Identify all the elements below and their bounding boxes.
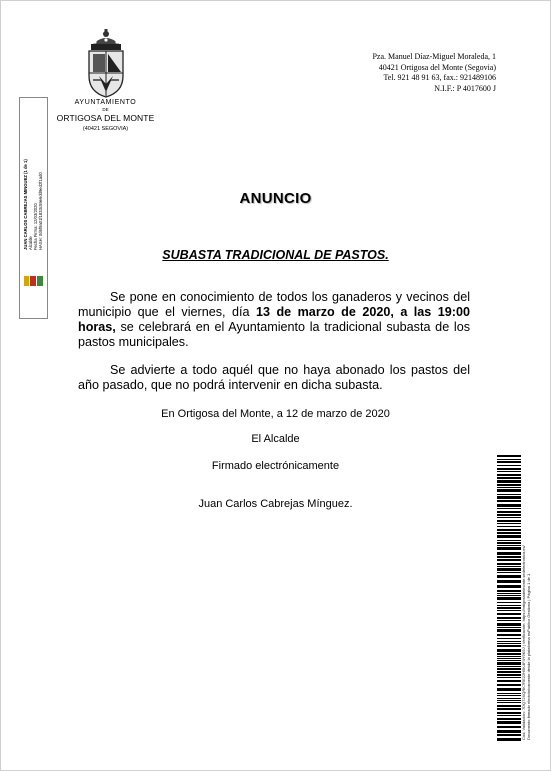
barcode-bar bbox=[497, 597, 521, 600]
barcode-bar bbox=[497, 695, 521, 696]
logo-postal-code: (40421 SEGOVIA) bbox=[82, 126, 129, 132]
barcode-bar bbox=[497, 535, 521, 538]
barcode-bar bbox=[497, 556, 521, 558]
barcode-bar bbox=[497, 461, 521, 463]
barcode-bar bbox=[497, 580, 521, 583]
validation-code: Cód. Validación: 7DQ72XQRK7RE22H5K4F4Y9K9J | Verificación: https://ortigosadelmonte.sedelectronica.es/ bbox=[521, 545, 526, 740]
logo-preposition: DE bbox=[102, 107, 109, 112]
barcode-bar bbox=[497, 494, 521, 495]
barcode-bar bbox=[497, 602, 521, 603]
barcode-bar bbox=[497, 572, 521, 573]
document-title: ANUNCIO bbox=[239, 190, 312, 207]
barcode-bar bbox=[497, 620, 521, 621]
barcode-bar bbox=[497, 684, 521, 686]
barcode-bar bbox=[497, 459, 521, 460]
barcode-bar bbox=[497, 656, 521, 657]
barcode-bar bbox=[497, 545, 521, 546]
barcode-bar bbox=[497, 617, 521, 619]
seal-icon bbox=[24, 276, 43, 286]
barcode-bar bbox=[497, 634, 521, 636]
barcode-bar bbox=[497, 613, 521, 615]
signed-note: Firmado electrónicamente bbox=[211, 460, 340, 472]
signature-signer: JUAN CARLOS CABREJAS MINGUEZ (1 de 1) bbox=[23, 159, 28, 250]
logo-town-name: ORTIGOSA DEL MONTE bbox=[56, 113, 155, 123]
barcode-bar bbox=[497, 734, 521, 736]
coat-of-arms-icon bbox=[81, 28, 131, 98]
barcode-bar bbox=[497, 540, 521, 541]
barcode-bar bbox=[497, 702, 521, 703]
barcode-bar bbox=[497, 712, 521, 714]
barcode-bar bbox=[497, 605, 521, 606]
barcode-bar bbox=[497, 590, 521, 592]
barcode-bar bbox=[497, 489, 521, 492]
barcode-bar bbox=[497, 496, 521, 499]
barcode-bar bbox=[497, 645, 521, 647]
barcode-bar bbox=[497, 658, 521, 659]
barcode-bar bbox=[497, 526, 521, 527]
barcode-bar bbox=[497, 715, 521, 716]
barcode-bar bbox=[497, 629, 521, 632]
barcode-bar bbox=[497, 623, 521, 626]
barcode-bar bbox=[497, 726, 521, 728]
barcode-bar bbox=[497, 559, 521, 561]
paragraph-warning bbox=[78, 363, 470, 393]
barcode-bar bbox=[497, 653, 521, 655]
barcode-bar bbox=[497, 568, 521, 571]
barcode-bar bbox=[497, 484, 521, 486]
barcode-bar bbox=[497, 514, 521, 516]
barcode-bar bbox=[497, 638, 521, 639]
barcode-bar bbox=[497, 474, 521, 476]
barcode-bar bbox=[497, 566, 521, 567]
barcode-bar bbox=[497, 471, 521, 472]
barcode-bar bbox=[497, 575, 521, 578]
municipal-logo bbox=[48, 28, 163, 132]
barcode-bar bbox=[497, 532, 521, 534]
address-city: 40421 Ortigosa del Monte (Segovia) bbox=[378, 62, 496, 72]
barcode-bar bbox=[497, 671, 521, 673]
signature-text bbox=[23, 110, 43, 250]
barcode-bar bbox=[497, 668, 521, 670]
barcode-bar bbox=[497, 662, 521, 665]
barcode-bar bbox=[497, 610, 521, 611]
barcode-bar bbox=[497, 504, 521, 507]
logo-title: AYUNTAMIENTO bbox=[74, 99, 137, 106]
announcement-date-time: 13 de marzo de 2020, a las 19:00 horas, bbox=[78, 305, 470, 334]
barcode-bar bbox=[497, 585, 521, 588]
barcode-bar bbox=[497, 455, 521, 457]
validation-text bbox=[521, 460, 531, 740]
barcode-bar bbox=[497, 700, 521, 701]
barcode-bar bbox=[497, 542, 521, 544]
barcode-bar bbox=[497, 508, 521, 509]
barcode-bar bbox=[497, 693, 521, 694]
barcode-bar bbox=[497, 677, 521, 678]
address-nif: N.I.F.: P 4017600 J bbox=[434, 83, 496, 93]
barcode-bar bbox=[497, 705, 521, 707]
barcode-bar bbox=[497, 552, 521, 555]
barcode-bar bbox=[497, 721, 521, 724]
barcode-bar bbox=[497, 649, 521, 652]
announcement-text-start: Se pone en conocimiento de todos los ganaderos y vecinos del municipio que el viernes, día bbox=[78, 290, 470, 319]
validation-platform: Documento firmado electrónicamente desde la plataforma esPublico Gestiona | Página 1 de 1 bbox=[526, 573, 532, 740]
address-block bbox=[372, 52, 496, 94]
barcode-bar bbox=[497, 500, 521, 502]
barcode bbox=[497, 455, 521, 743]
signer-role: El Alcalde bbox=[251, 433, 300, 445]
barcode-bar bbox=[497, 511, 521, 513]
barcode-bar bbox=[497, 480, 521, 483]
paragraph-announcement bbox=[78, 290, 470, 350]
barcode-bar bbox=[497, 718, 521, 720]
address-street: Pza. Manuel Díaz-Miguel Moraleda, 1 bbox=[372, 52, 496, 61]
warning-text: Se advierte a todo aquél que no haya abonado los pastos del año pasado, que no podrá intervenir en dicha subasta. bbox=[78, 363, 470, 392]
signature-role: Alcalde bbox=[28, 236, 33, 250]
signature-hash: HASH: 0d6f9a01f1833c59e6dd9ed2f1ad0 bbox=[38, 172, 43, 250]
place-date-line: En Ortigosa del Monte, a 12 de marzo de 2020 bbox=[161, 408, 390, 420]
barcode-bar bbox=[497, 595, 521, 596]
barcode-bar bbox=[497, 593, 521, 594]
barcode-bar bbox=[497, 487, 521, 488]
document-subtitle: SUBASTA TRADICIONAL DE PASTOS. bbox=[162, 248, 389, 262]
barcode-bar bbox=[497, 517, 521, 518]
barcode-bar bbox=[497, 563, 521, 565]
barcode-bar bbox=[497, 738, 521, 741]
signature-date: Fecha Firma: 12/03/2020 bbox=[33, 203, 38, 250]
barcode-bar bbox=[497, 643, 521, 644]
barcode-bar bbox=[497, 688, 521, 691]
barcode-bar bbox=[497, 680, 521, 682]
announcement-text-end: se celebrará en el Ayuntamiento la tradicional subasta de los pastos municipales. bbox=[78, 320, 470, 349]
barcode-bar bbox=[497, 698, 521, 699]
barcode-bar bbox=[497, 529, 521, 531]
barcode-bar bbox=[497, 660, 521, 661]
signer-name: Juan Carlos Cabrejas Mínguez. bbox=[198, 498, 353, 510]
barcode-bar bbox=[497, 607, 521, 609]
barcode-bar bbox=[497, 627, 521, 628]
barcode-bar bbox=[497, 477, 521, 479]
barcode-bar bbox=[497, 674, 521, 676]
barcode-bar bbox=[497, 730, 521, 733]
barcode-bar bbox=[497, 520, 521, 522]
barcode-bar bbox=[497, 708, 521, 710]
barcode-bar bbox=[497, 523, 521, 524]
barcode-bar bbox=[497, 465, 521, 466]
barcode-bar bbox=[497, 468, 521, 470]
signature-strip bbox=[19, 97, 48, 319]
address-phone: Tel. 921 48 91 63, fax.: 921489106 bbox=[383, 73, 496, 82]
barcode-bar bbox=[497, 547, 521, 550]
barcode-bar bbox=[497, 666, 521, 667]
barcode-bar bbox=[497, 641, 521, 642]
